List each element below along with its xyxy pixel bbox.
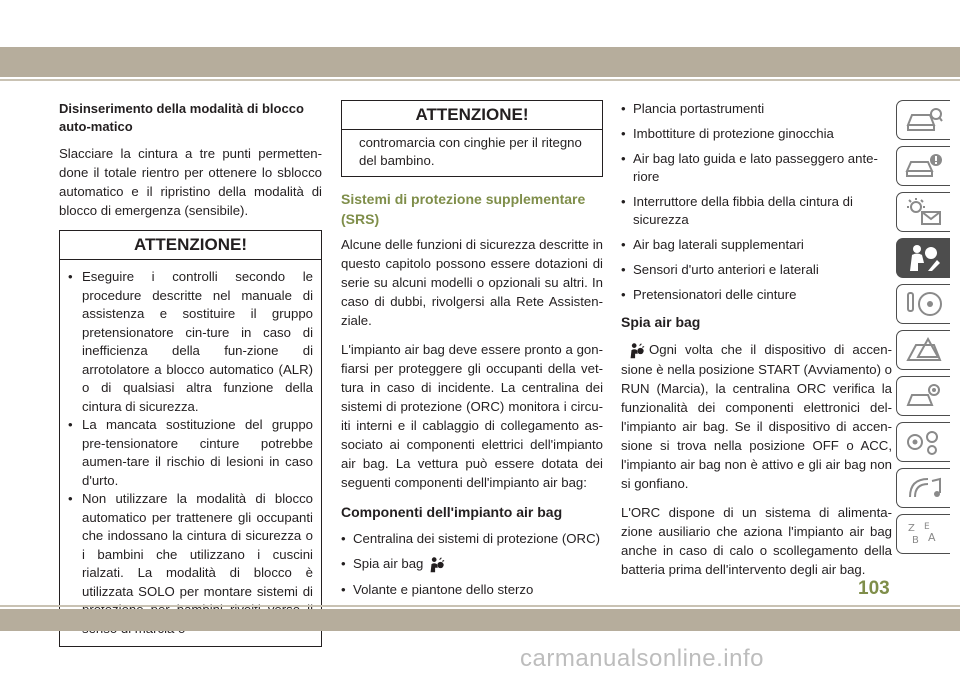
airbag-warning-icon bbox=[427, 556, 445, 574]
page-number: 103 bbox=[858, 578, 890, 599]
hazard-icon[interactable] bbox=[896, 330, 950, 370]
header-band bbox=[0, 47, 960, 77]
watermark: carmanualsonline.info bbox=[520, 645, 764, 672]
service-icon[interactable] bbox=[896, 376, 950, 416]
multimedia-icon[interactable] bbox=[896, 468, 950, 508]
paragraph-text: Ogni volta che il dispositivo di accen-sione è nella posizione START (Avviamento) o RUN (Marcia), la centralina ORC verifica la funzionalità dei componenti elettronici del-l'impianto air bag. Se il dispositivo di accen-sione si trova nella posizione OFF o ACC, l'impianto air bag non è attivo e gli air bag non si gonfiano. bbox=[621, 342, 892, 491]
warning-item: • Non utilizzare la modalità di blocco automatico per trattenere gli occupanti che indossano la cintura di sicurezza o i bambini che utilizzano i cuscini rialzati. La modalità di blocco è utilizzata SOLO per montare sistemi di bbox=[68, 490, 313, 638]
specs-icon[interactable] bbox=[896, 422, 950, 462]
footer-divider bbox=[0, 605, 960, 607]
warning-title: ATTENZIONE! bbox=[342, 101, 602, 130]
warning-item: • La mancata sostituzione del gruppo pre-tensionatore cinture potrebbe aumen-tare il rischio di lesioni in caso d'urto. bbox=[68, 416, 313, 490]
warning-item: • Eseguire i controlli secondo le procedure descritte nel manuale di assistenza e sostituire il gruppo pretensionatore cin-ture in caso di inefficienza della fun-zione di arrotolatore a blocco automatico (ALR) o di qualsiasi altra funzione della cintura di sicurezza. bbox=[68, 268, 313, 416]
column-middle bbox=[341, 100, 603, 607]
safety-airbag-icon[interactable] bbox=[896, 238, 950, 278]
list-item: • Plancia portastrumenti bbox=[621, 100, 892, 118]
index-icon[interactable] bbox=[896, 514, 950, 554]
heading-components: Componenti dell'impianto air bag bbox=[341, 504, 563, 520]
car-info-icon[interactable] bbox=[896, 100, 950, 140]
warning-box-2 bbox=[341, 100, 603, 177]
list-item: • Air bag laterali supplementari bbox=[621, 236, 892, 254]
paragraph-orc-power: L'ORC dispone di un sistema di alimenta-zione ausiliario che aziona l'impianto air bag anche in caso di calo o scollegamento della batteria prima dell'intervento degli air bag. bbox=[621, 504, 892, 577]
paragraph-unlock: Slacciare la cintura a tre punti permetten-done il totale rientro per ottenere lo sblocco automatico e il ripristino della modalità di blocco di emergenza (sensibile). bbox=[59, 146, 322, 218]
list-item: • Centralina dei sistemi di protezione (ORC) bbox=[341, 530, 603, 548]
paragraph-airbag-light bbox=[621, 340, 892, 493]
components-list-continued bbox=[621, 100, 892, 304]
warning-list bbox=[68, 268, 313, 638]
column-right bbox=[621, 100, 892, 589]
svg-text:A: A bbox=[927, 531, 936, 544]
list-item-text: Spia air bag bbox=[353, 556, 424, 571]
list-item: • Pretensionatori delle cinture bbox=[621, 286, 892, 304]
warning-title: ATTENZIONE! bbox=[60, 231, 321, 260]
paragraph-srs-intro: Alcune delle funzioni di sicurezza descritte in questo capitolo possono essere dotazioni di serie su alcuni modelli o opzionali su altri. In caso di dubbi, rivolgersi alla Rete Assisten-ziale. bbox=[341, 237, 603, 328]
list-item: • Air bag lato guida e lato passeggero ante-riore bbox=[621, 150, 892, 186]
list-item bbox=[341, 555, 603, 574]
column-left bbox=[59, 100, 322, 659]
list-item: • Interruttore della fibbia della cintura di sicurezza bbox=[621, 193, 892, 229]
starting-driving-icon[interactable] bbox=[896, 284, 950, 324]
svg-text:Z: Z bbox=[907, 523, 915, 534]
subheading-auto-lock: Disinserimento della modalità di blocco auto-matico bbox=[59, 101, 304, 134]
airbag-warning-icon bbox=[627, 342, 645, 360]
heading-airbag-light: Spia air bag bbox=[621, 314, 701, 330]
heading-srs: Sistemi di protezione supplementare (SRS) bbox=[341, 191, 586, 227]
chapter-tabs bbox=[896, 100, 952, 560]
list-item: • Sensori d'urto anteriori e laterali bbox=[621, 261, 892, 279]
svg-text:E: E bbox=[923, 522, 930, 532]
car-warning-icon[interactable] bbox=[896, 146, 950, 186]
warning-box-1 bbox=[59, 230, 322, 647]
svg-text:B: B bbox=[911, 535, 919, 546]
header-divider bbox=[0, 79, 960, 81]
warning-lights-icon[interactable] bbox=[896, 192, 950, 232]
warning-text: contromarcia con cinghie per il ritegno del bambino. bbox=[359, 135, 582, 168]
list-item: • Imbottiture di protezione ginocchia bbox=[621, 125, 892, 143]
paragraph-airbag-system: L'impianto air bag deve essere pronto a gon-fiarsi per proteggere gli occupanti della vet-tura in caso di incidente. La centralina dei sistemi di protezione (ORC) monitora i circu-iti interni e il cablaggio di collegamento as-sociato ai componenti elettrici dell'impianto air bag. La vettura può essere dotata dei seguenti componenti dell'impianto air bag: bbox=[341, 342, 603, 490]
components-list bbox=[341, 530, 603, 599]
list-item: • Volante e piantone dello sterzo bbox=[341, 581, 603, 599]
footer-band bbox=[0, 609, 960, 631]
